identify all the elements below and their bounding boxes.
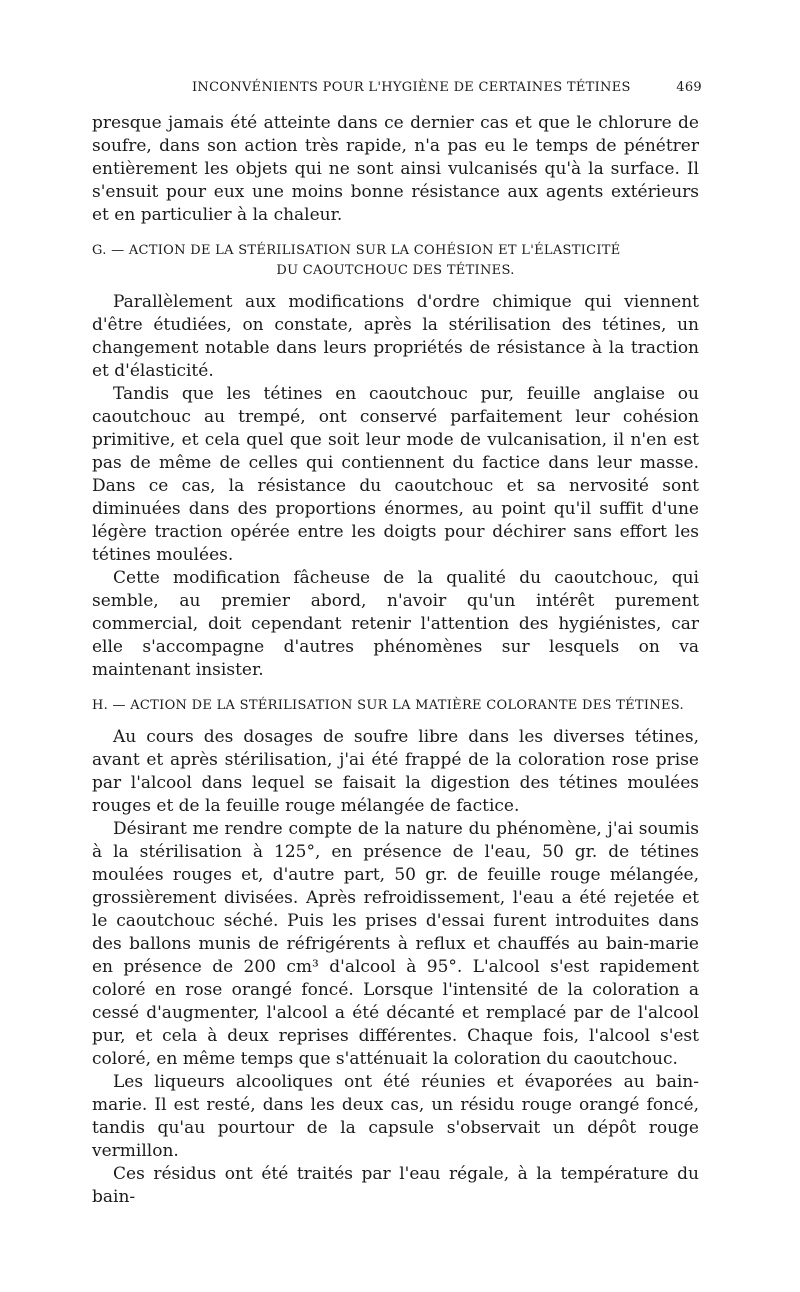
section-heading-h-line: H. — ACTION DE LA STÉRILISATION SUR LA MATIÈRE COLORANTE DES TÉTINES. [92,698,684,713]
page-number: 469 [676,80,702,95]
paragraph: Parallèlement aux modifications d'ordre chimique qui viennent d'être étudiées, on constate, après la stérilisation des tétines, un changement notable dans leurs propriétés de résistance à la traction et d'élasticité. [92,292,699,381]
paragraph: Les liqueurs alcooliques ont été réunies et évaporées au bain-marie. Il est resté, dans les deux cas, un résidu rouge orangé foncé, tandis qu'au pourtour de la capsule s'observait un dépôt rouge vermillon. [92,1072,699,1161]
section-heading-h [92,696,699,716]
section-heading-g-line1: G. — ACTION DE LA STÉRILISATION SUR LA COHÉSION ET L'ÉLASTICITÉ [92,243,621,258]
paragraph-continued: presque jamais été atteinte dans ce dernier cas et que le chlorure de soufre, dans son action très rapide, n'a pas eu le temps de pénétrer entièrement les objets qui ne sont ainsi vulcanisés qu'à la surface. Il s'ensuit pour eux une moins bonne résistance aux agents extérieurs et en particulier à la chaleur. [92,113,699,225]
body-text [92,112,699,1209]
paragraph: Ces résidus ont été traités par l'eau régale, à la température du bain- [92,1164,699,1207]
paragraph: Désirant me rendre compte de la nature du phénomène, j'ai soumis à la stérilisation à 125°, en présence de l'eau, 50 gr. de tétines moulées rouges et, d'autre part, 50 gr. de feuille rouge mélangée, grossièrement divisées. Après refroidissement, l'eau a été rejetée et le caoutchouc séché. Puis les prises d'essai furent introduites dans des ballons munis de réfrigérents à reflux et chauffés au bain-marie en présence de 200 cm³ d'alcool à 95°. L'alcool s'est rapidement coloré en rose orangé foncé. Lorsque l'intensité de la coloration a cessé d'augmenter, l'alcool a été décanté et remplacé par de l'alcool pur, et cela à deux reprises différentes. Chaque fois, l'alcool s'est coloré, en même temps que s'atténuait la coloration du caoutchouc. [92,819,699,1069]
running-title: INCONVÉNIENTS POUR L'HYGIÈNE DE CERTAINES TÉTINES [192,80,631,95]
paragraph: Cette modification fâcheuse de la qualité du caoutchouc, qui semble, au premier abord, n'avoir qu'un intérêt purement commercial, doit cependant retenir l'attention des hygiénistes, car elle s'accompagne d'autres phénomènes sur lesquels on va maintenant insister. [92,568,699,680]
section-heading-g [92,241,699,281]
paragraph: Tandis que les tétines en caoutchouc pur, feuille anglaise ou caoutchouc au trempé, ont conservé parfaitement leur cohésion primitive, et cela quel que soit leur mode de vulcanisation, il n'en est pas de même de celles qui contiennent du factice dans leur masse. Dans ce cas, la résistance du caoutchouc et sa nervosité sont diminuées dans des proportions énormes, au point qu'il suffit d'une légère traction opérée entre les doigts pour déchirer sans effort les tétines moulées. [92,384,699,565]
section-heading-g-line2: DU CAOUTCHOUC DES TÉTINES. [276,263,515,278]
paragraph: Au cours des dosages de soufre libre dans les diverses tétines, avant et après stérilisation, j'ai été frappé de la coloration rose prise par l'alcool dans lequel se faisait la digestion des tétines moulées rouges et de la feuille rouge mélangée de factice. [92,727,699,816]
